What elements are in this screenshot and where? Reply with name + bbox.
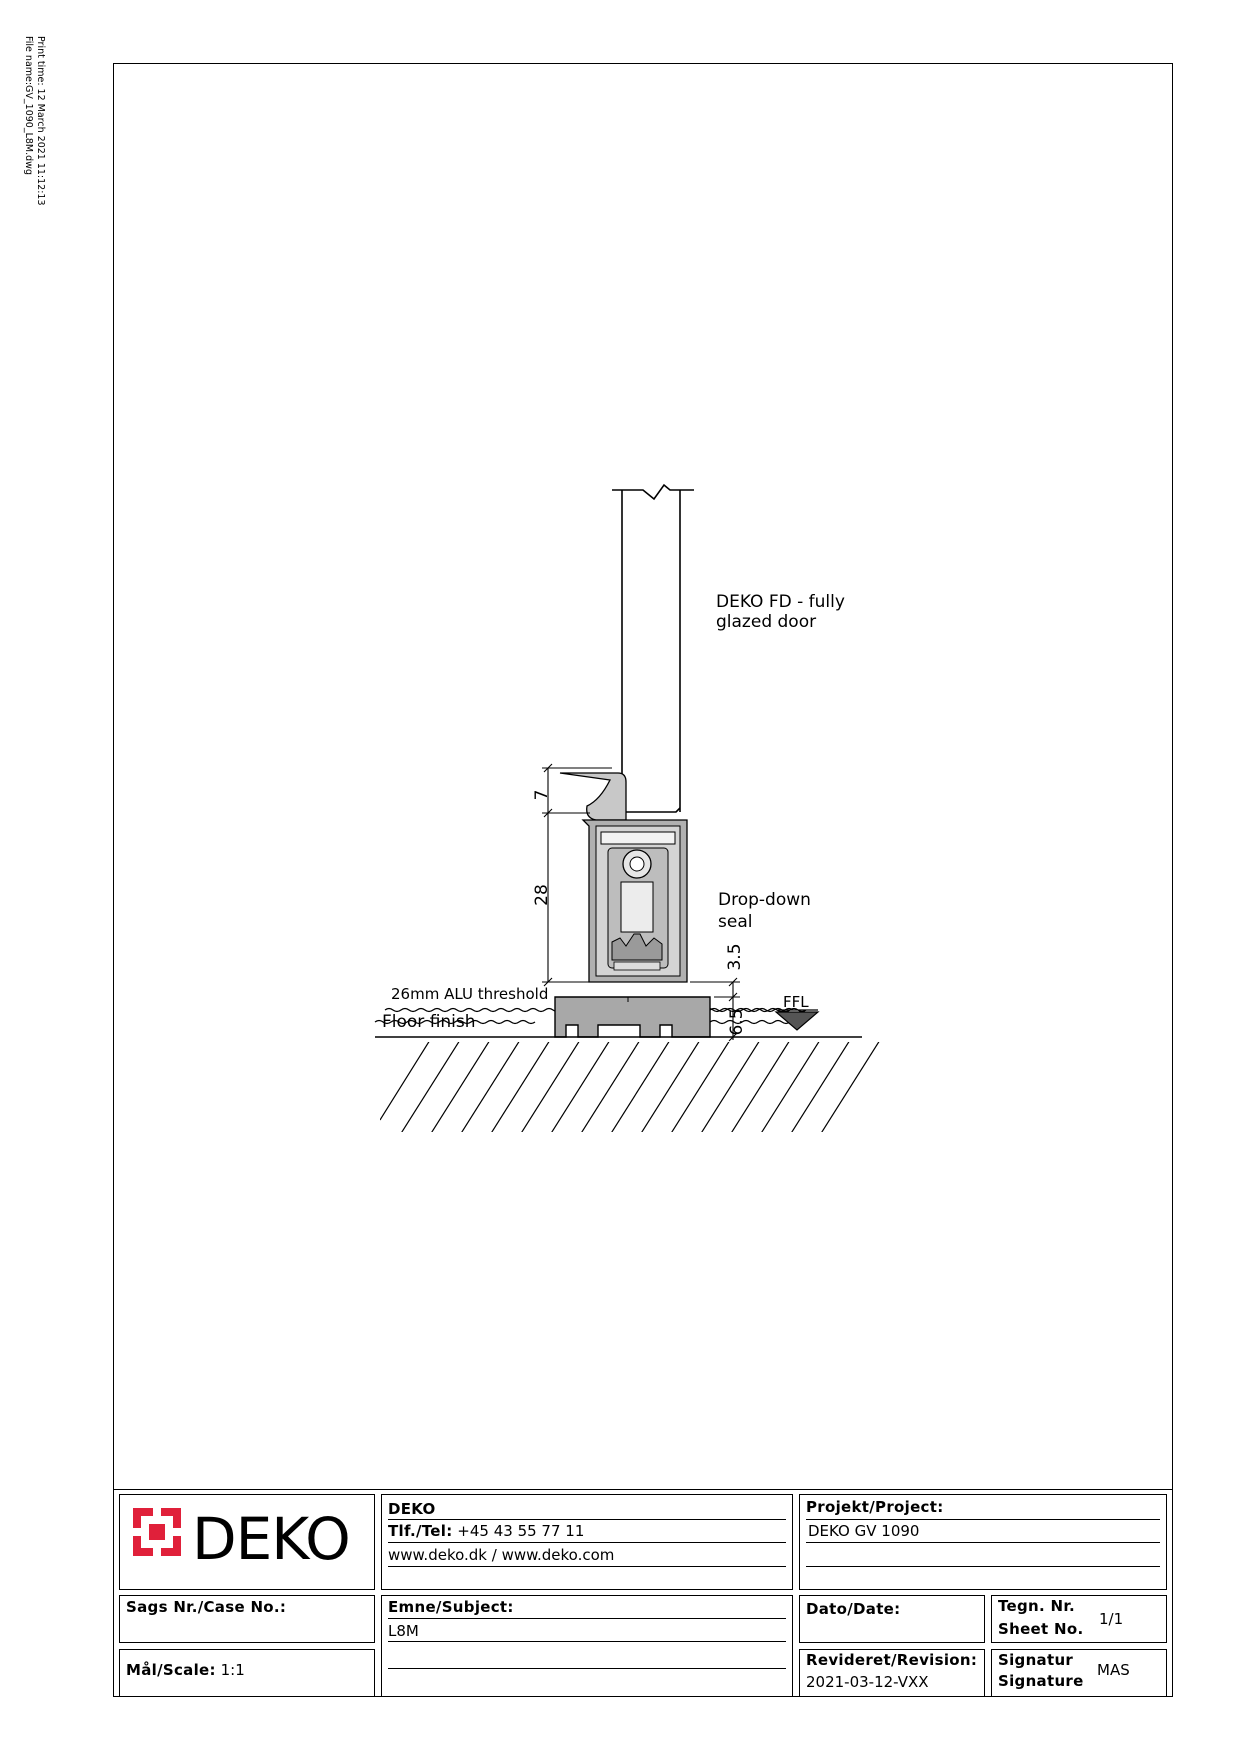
signature-label-2: Signature [998,1672,1084,1690]
project-rule-3 [806,1566,1160,1567]
floor-finish-label: Floor finish [382,1012,476,1032]
subject-rule-1 [388,1618,786,1619]
threshold-label: 26mm ALU threshold [391,985,549,1003]
phone-label: Tlf./Tel: [388,1522,453,1540]
logo-text: DEKO [192,1505,350,1573]
dim-top-value: 7 [532,789,552,801]
deko-logo-icon [133,1508,181,1556]
subfloor [375,1037,880,1135]
door-label-line-1: DEKO FD - fully [716,592,845,612]
case-label: Sags Nr./Case No.: [126,1598,287,1616]
dim-height-value: 28 [532,884,552,906]
company-rule-3 [388,1566,786,1567]
file-name: File name:GV_1090_L8M.dwg [23,36,34,175]
company-name: DEKO [388,1500,436,1518]
seal-label-line-1: Drop-down [718,890,811,910]
glazed-door [612,485,694,812]
ffl-marker [776,1010,818,1030]
dim-gap-value: 3.5 [725,943,745,971]
sheet-label-1: Tegn. Nr. [998,1597,1075,1615]
project-rule-2 [806,1542,1160,1543]
project-rule-1 [806,1519,1160,1520]
ffl-label: FFL [783,993,809,1011]
door-label-line-2: glazed door [716,612,817,632]
company-rule-1 [388,1519,786,1520]
dim-bottom-value: 6.5 [727,1008,747,1036]
project-value: DEKO GV 1090 [808,1522,920,1540]
alu-threshold [555,997,710,1037]
print-time: Print time: 12 March 2021 11:12:13 [35,36,46,206]
company-web: www.deko.dk / www.deko.com [388,1546,615,1564]
signature-value: MAS [1097,1661,1130,1679]
subject-rule-3 [388,1668,786,1669]
signature-label-1: Signatur [998,1651,1074,1669]
title-block-divider [113,1489,1173,1490]
seal-label-line-2: seal [718,912,753,932]
scale-row [126,1661,245,1679]
phone-value: +45 43 55 77 11 [457,1522,585,1540]
sheet-label-2: Sheet No. [998,1620,1084,1638]
subject-label: Emne/Subject: [388,1598,514,1616]
scale-label: Mål/Scale: [126,1661,216,1679]
date-label: Dato/Date: [806,1600,901,1618]
company-rule-2 [388,1542,786,1543]
subject-value: L8M [388,1622,419,1640]
revision-value: 2021-03-12-VXX [806,1673,929,1691]
sheet-value: 1/1 [1099,1610,1124,1628]
project-label: Projekt/Project: [806,1498,944,1516]
door-bottom-profile [560,773,687,982]
scale-value: 1:1 [220,1661,245,1679]
revision-label: Revideret/Revision: [806,1651,978,1669]
subject-rule-2 [388,1641,786,1642]
company-phone-row [388,1522,584,1540]
